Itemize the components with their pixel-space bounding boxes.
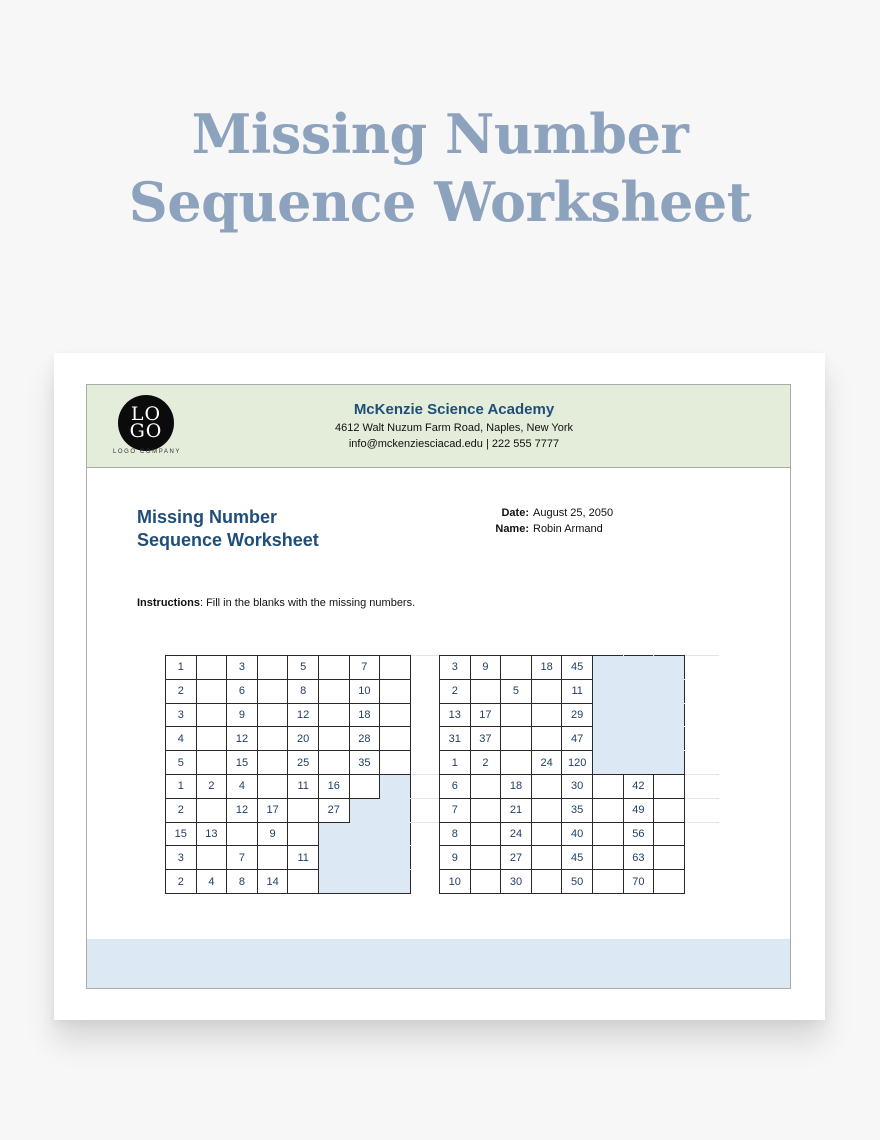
number-cell: 11 [288,846,319,870]
answer-cell[interactable] [318,656,349,680]
logo-line1: LO [130,403,162,425]
school-contact: info@mckenziesciacad.edu | 222 555 7777 [348,438,560,450]
shaded-cell [592,679,623,703]
shaded-cell [349,870,380,894]
number-cell: 8 [440,822,471,846]
name-value: Robin Armand [533,523,603,535]
number-cell: 10 [349,679,380,703]
shaded-cell [380,798,411,822]
answer-cell[interactable] [501,703,532,727]
shaded-cell [349,822,380,846]
shaded-cell [654,656,685,680]
number-cell: 3 [440,656,471,680]
answer-cell[interactable] [257,846,288,870]
number-cell: 12 [227,727,258,751]
number-cell: 29 [562,703,593,727]
hero-title-line1: Missing Number [191,102,689,166]
answer-cell[interactable] [470,774,501,798]
number-cell: 1 [166,656,197,680]
answer-cell[interactable] [592,774,623,798]
answer-cell[interactable] [380,703,411,727]
worksheet-title [137,506,319,552]
number-cell: 49 [623,798,654,822]
answer-cell[interactable] [531,798,562,822]
shaded-cell [349,798,380,822]
grid-row [166,679,411,703]
grid-row [166,703,411,727]
grid-row [440,846,685,870]
answer-cell[interactable] [318,703,349,727]
worksheet-title-line2: Sequence Worksheet [137,530,319,550]
number-cell: 1 [166,774,197,798]
worksheet-sheet [86,384,791,989]
number-cell: 5 [166,751,197,775]
shaded-cell [654,703,685,727]
answer-cell[interactable] [654,870,685,894]
answer-cell[interactable] [257,727,288,751]
number-cell: 70 [623,870,654,894]
answer-cell[interactable] [288,822,319,846]
number-cell: 9 [440,846,471,870]
number-cell: 7 [440,798,471,822]
answer-cell[interactable] [592,822,623,846]
answer-cell[interactable] [470,679,501,703]
number-cell: 25 [288,751,319,775]
answer-cell[interactable] [196,727,227,751]
shaded-cell [654,751,685,775]
shaded-cell [318,822,349,846]
answer-cell[interactable] [227,822,258,846]
number-cell: 18 [501,774,532,798]
number-cell: 9 [470,656,501,680]
number-cell: 15 [227,751,258,775]
shaded-cell [592,656,623,680]
answer-cell[interactable] [318,679,349,703]
number-cell: 7 [227,846,258,870]
number-cell: 4 [166,727,197,751]
number-cell: 18 [349,703,380,727]
number-cell: 2 [196,774,227,798]
number-cell: 1 [440,751,471,775]
answer-cell[interactable] [257,656,288,680]
answer-cell[interactable] [531,846,562,870]
number-cell: 24 [531,751,562,775]
grid-row [166,656,411,680]
instructions-label: Instructions [137,597,200,609]
answer-cell[interactable] [531,822,562,846]
number-cell: 45 [562,846,593,870]
number-cell: 6 [227,679,258,703]
answer-cell[interactable] [531,679,562,703]
school-name: McKenzie Science Academy [353,401,555,418]
grid-row [440,870,685,894]
sequence-grid-left [165,655,411,894]
number-cell: 3 [166,846,197,870]
number-cell: 11 [562,679,593,703]
shaded-cell [592,727,623,751]
shaded-cell [623,656,654,680]
shaded-cell [380,822,411,846]
date-label: Date: [501,507,529,519]
worksheet-meta [482,505,613,537]
answer-cell[interactable] [501,751,532,775]
logo-company-text: LOGO COMPANY [112,449,182,455]
number-cell: 11 [288,774,319,798]
answer-cell[interactable] [257,703,288,727]
number-cell: 4 [227,774,258,798]
number-cell: 15 [166,822,197,846]
school-info [267,401,641,450]
number-cell: 21 [501,798,532,822]
number-cell: 5 [501,679,532,703]
grid-row [166,798,411,822]
shaded-cell [592,751,623,775]
answer-cell[interactable] [501,727,532,751]
shaded-cell [380,846,411,870]
footer-band [87,939,790,988]
grid-row [440,656,685,680]
worksheet-paper [54,353,825,1020]
worksheet-title-line1: Missing Number [137,507,278,527]
shaded-cell [380,870,411,894]
grid-row [166,727,411,751]
answer-cell[interactable] [654,846,685,870]
number-cell: 8 [288,679,319,703]
number-cell: 4 [196,870,227,894]
shaded-cell [623,751,654,775]
grid-row [440,822,685,846]
number-cell: 35 [349,751,380,775]
number-cell: 13 [196,822,227,846]
shaded-cell [318,870,349,894]
number-cell: 30 [562,774,593,798]
answer-cell[interactable] [531,774,562,798]
school-header [87,385,790,468]
number-cell: 3 [166,703,197,727]
number-cell: 18 [531,656,562,680]
number-cell: 37 [470,727,501,751]
shaded-cell [623,679,654,703]
shaded-cell [654,679,685,703]
answer-cell[interactable] [257,774,288,798]
answer-cell[interactable] [654,822,685,846]
answer-cell[interactable] [196,703,227,727]
instructions-text: : Fill in the blanks with the missing numbers. [199,597,416,609]
answer-cell[interactable] [257,679,288,703]
answer-cell[interactable] [531,727,562,751]
grid-row [440,774,685,798]
number-cell: 63 [623,846,654,870]
number-cell: 28 [349,727,380,751]
grid-row [440,679,685,703]
answer-cell[interactable] [196,751,227,775]
answer-cell[interactable] [318,751,349,775]
number-cell: 42 [623,774,654,798]
shaded-cell [654,727,685,751]
number-cell: 56 [623,822,654,846]
number-cell: 2 [440,679,471,703]
grid-row [440,751,685,775]
answer-cell[interactable] [196,798,227,822]
answer-cell[interactable] [288,870,319,894]
answer-cell[interactable] [592,846,623,870]
name-row [482,521,613,537]
shaded-cell [349,846,380,870]
shaded-cell [380,774,411,798]
answer-cell[interactable] [501,656,532,680]
school-address: 4612 Walt Nuzum Farm Road, Naples, New York [334,422,574,434]
grid-row [166,870,411,894]
grid-row [166,774,411,798]
number-cell: 27 [501,846,532,870]
number-cell: 14 [257,870,288,894]
answer-cell[interactable] [592,798,623,822]
date-value: August 25, 2050 [533,507,614,519]
answer-cell[interactable] [196,679,227,703]
name-label: Name: [495,523,529,535]
number-cell: 12 [227,798,258,822]
answer-cell[interactable] [380,727,411,751]
number-cell: 2 [470,751,501,775]
answer-cell[interactable] [380,679,411,703]
number-cell: 35 [562,798,593,822]
number-cell: 2 [166,870,197,894]
grid-row [440,727,685,751]
grid-row [166,751,411,775]
answer-cell[interactable] [470,822,501,846]
number-cell: 45 [562,656,593,680]
number-cell: 120 [562,751,593,775]
number-cell: 2 [166,798,197,822]
number-cell: 8 [227,870,258,894]
answer-cell[interactable] [196,846,227,870]
number-cell: 30 [501,870,532,894]
number-cell: 5 [288,656,319,680]
answer-cell[interactable] [654,798,685,822]
answer-cell[interactable] [654,774,685,798]
number-cell: 10 [440,870,471,894]
hero-title-line2: Sequence Worksheet [128,170,752,234]
grid-row [440,703,685,727]
answer-cell[interactable] [196,656,227,680]
grid-row [440,798,685,822]
number-cell: 31 [440,727,471,751]
number-cell: 13 [440,703,471,727]
number-cell: 20 [288,727,319,751]
answer-cell[interactable] [318,727,349,751]
answer-cell[interactable] [531,870,562,894]
shaded-cell [623,703,654,727]
hero-title [0,100,880,236]
number-cell: 3 [227,656,258,680]
number-cell: 17 [470,703,501,727]
number-cell: 6 [440,774,471,798]
answer-cell[interactable] [288,798,319,822]
number-cell: 50 [562,870,593,894]
instructions [137,597,415,609]
logo-icon [118,395,174,451]
grid-row [166,822,411,846]
number-cell: 2 [166,679,197,703]
logo-line2: GO [129,420,163,442]
shaded-cell [318,846,349,870]
answer-cell[interactable] [349,774,380,798]
shaded-cell [623,727,654,751]
shaded-cell [592,703,623,727]
number-cell: 7 [349,656,380,680]
number-cell: 24 [501,822,532,846]
answer-cell[interactable] [470,846,501,870]
number-cell: 12 [288,703,319,727]
number-cell: 9 [227,703,258,727]
answer-cell[interactable] [257,751,288,775]
answer-cell[interactable] [470,798,501,822]
answer-cell[interactable] [531,703,562,727]
sequence-grid-right [439,655,685,894]
number-cell: 47 [562,727,593,751]
answer-cell[interactable] [380,751,411,775]
answer-cell[interactable] [380,656,411,680]
number-cell: 17 [257,798,288,822]
answer-cell[interactable] [470,870,501,894]
number-cell: 16 [318,774,349,798]
answer-cell[interactable] [592,870,623,894]
date-row [482,505,613,521]
grid-row [166,846,411,870]
number-cell: 9 [257,822,288,846]
number-cell: 40 [562,822,593,846]
number-cell: 27 [318,798,349,822]
